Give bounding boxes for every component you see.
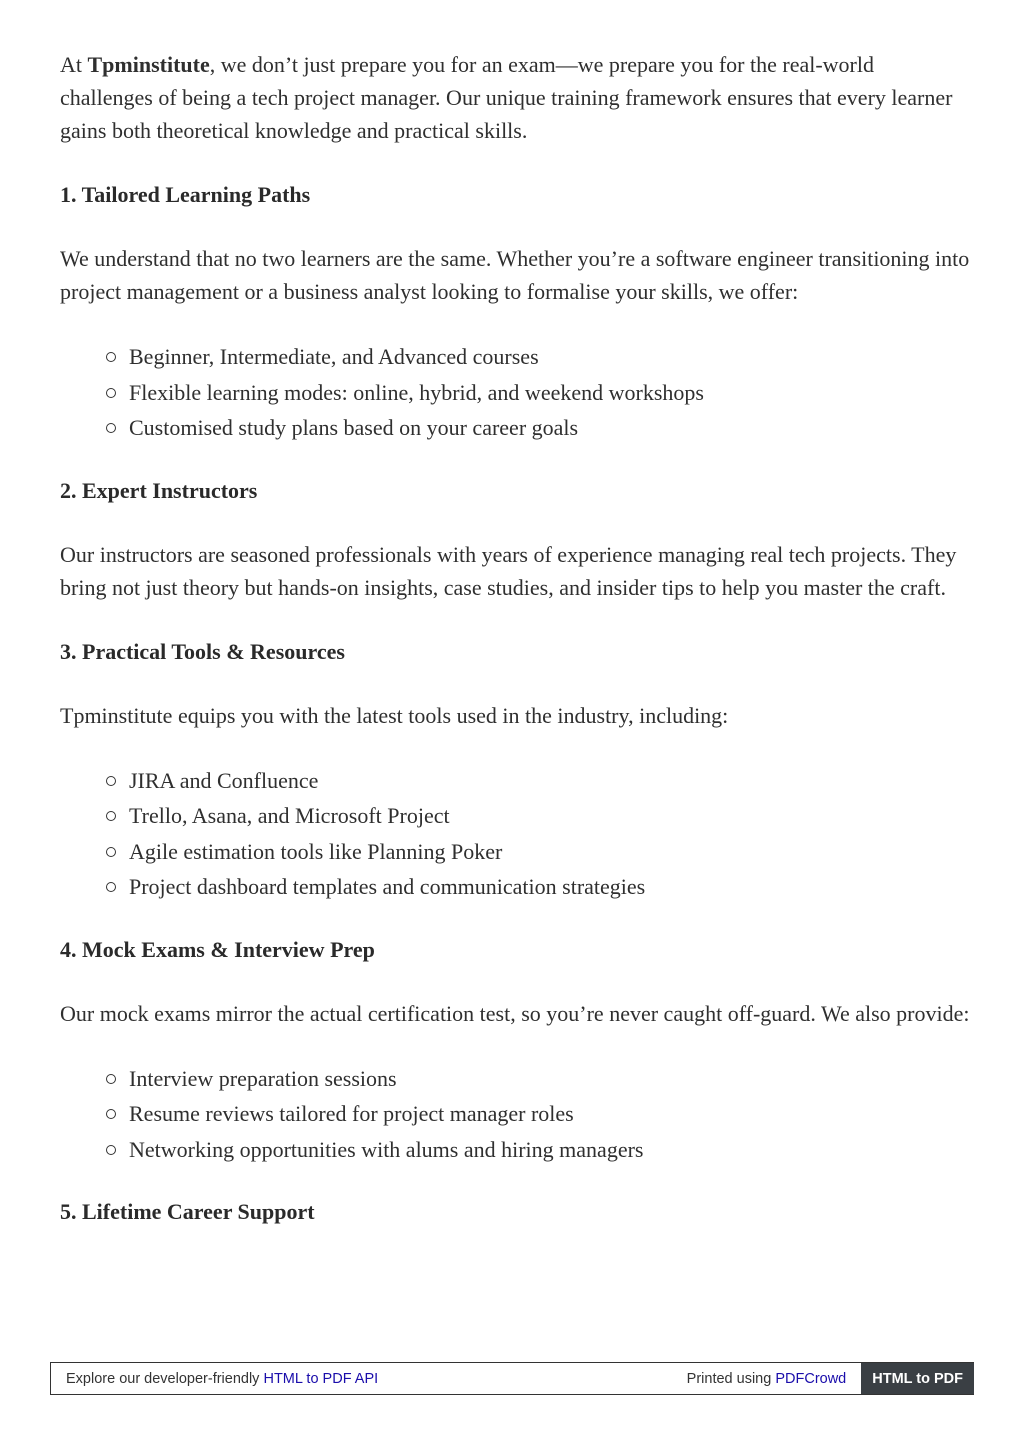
list-item: Interview preparation sessions <box>129 1061 970 1097</box>
brand-name: Tpminstitute <box>87 52 210 77</box>
intro-text: , we don’t just prepare you for an exam—we prepare you for the real-world challenges of being a tech project manager. Our unique training framework ensures that every learner gains both theoretical knowledge and practical skills. <box>60 52 953 143</box>
list-item: JIRA and Confluence <box>129 763 970 799</box>
section-heading-career-support: 5. Lifetime Career Support <box>60 1199 315 1224</box>
html-to-pdf-badge[interactable]: HTML to PDF <box>861 1363 974 1394</box>
list-item: Agile estimation tools like Planning Poker <box>129 834 970 870</box>
footer-printed <box>687 1371 862 1387</box>
section-heading-mock-exams: 4. Mock Exams & Interview Prep <box>60 936 375 962</box>
list-item: Customised study plans based on your career goals <box>129 410 970 446</box>
section-heading-practical-tools: 3. Practical Tools & Resources <box>60 638 345 664</box>
section-heading-tailored-learning: 1. Tailored Learning Paths <box>60 182 311 207</box>
tailored-learning-list <box>60 339 970 446</box>
list-item: Resume reviews tailored for project manager roles <box>129 1096 970 1132</box>
section-paragraph-expert-instructors: Our instructors are seasoned professionals with years of experience managing real tech projects. They bring not just theory but hands-on insights, case studies, and insider tips to help you master the craft. <box>60 541 957 600</box>
footer-explore <box>51 1371 687 1387</box>
html-to-pdf-api-link[interactable]: HTML to PDF API <box>263 1370 379 1387</box>
practical-tools-list <box>60 763 970 905</box>
section-paragraph-practical-tools: Tpminstitute equips you with the latest tools used in the industry, including: <box>60 702 729 728</box>
section-paragraph-mock-exams: Our mock exams mirror the actual certification test, so you’re never caught off-guard. We also provide: <box>60 1000 970 1026</box>
intro-paragraph <box>60 48 970 147</box>
intro-prefix: At <box>60 52 88 77</box>
list-item: Flexible learning modes: online, hybrid, and weekend workshops <box>129 375 970 411</box>
pdfcrowd-link[interactable]: PDFCrowd <box>775 1370 847 1387</box>
list-item: Project dashboard templates and communication strategies <box>129 869 970 905</box>
section-heading-expert-instructors: 2. Expert Instructors <box>60 477 258 503</box>
list-item: Networking opportunities with alums and hiring managers <box>129 1132 970 1168</box>
footer-explore-text: Explore our developer-friendly <box>66 1370 264 1387</box>
article-body <box>60 48 970 1259</box>
list-item: Beginner, Intermediate, and Advanced courses <box>129 339 970 375</box>
mock-exams-list <box>60 1061 970 1168</box>
list-item: Trello, Asana, and Microsoft Project <box>129 798 970 834</box>
pdfcrowd-footer-bar <box>50 1362 974 1395</box>
footer-printed-text: Printed using <box>686 1370 776 1387</box>
section-paragraph-tailored-learning: We understand that no two learners are the same. Whether you’re a software engineer transitioning into project management or a business analyst looking to formalise your skills, we offer: <box>60 246 970 304</box>
